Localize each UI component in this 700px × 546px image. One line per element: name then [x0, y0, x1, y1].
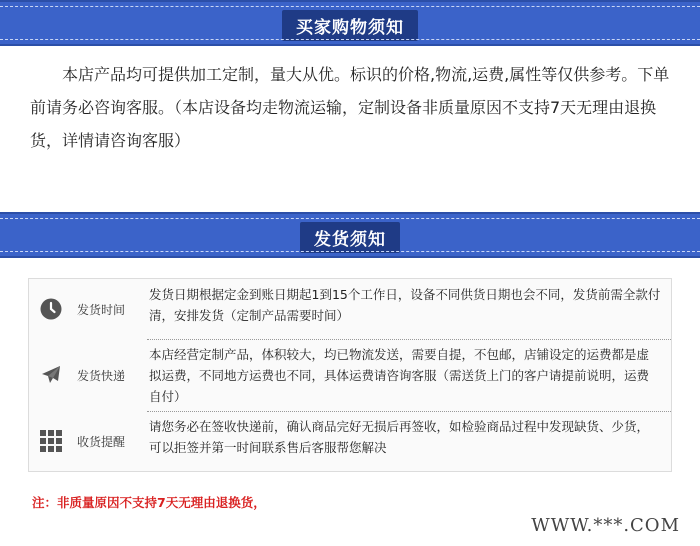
section-title: 发货须知: [300, 222, 400, 253]
shipping-row-express: [29, 339, 671, 411]
section-title: 买家购物须知: [282, 10, 418, 41]
row-text: 发货日期根据定金到账日期起1到15个工作日，设备不同供货日期也会不同，发货前需全款付清，安排发货（定制产品需要时间）: [149, 287, 661, 323]
banner-shipping-notice: [0, 212, 700, 258]
buyer-notice-text: 本店产品均可提供加工定制，量大从优。标识的价格,物流,运费,属性等仅供参考。下单前请务必咨询客服。（本店设备均走物流运输，定制设备非质量原因不支持7天无理由退换货，详情请咨询客服）: [30, 65, 670, 150]
shipping-row-receipt: [29, 411, 671, 471]
return-policy-note: 注：非质量原因不支持7天无理由退换货，: [32, 495, 266, 510]
banner-buyer-notice: [0, 0, 700, 46]
row-label: 收货提醒: [77, 435, 126, 449]
brand-watermark: WWW.***.COM: [531, 515, 680, 536]
row-text: 请您务必在签收快递前，确认商品完好无损后再签收，如检验商品过程中发现缺货、少货，可以拒签并第一时间联系售后客服帮您解决: [149, 419, 650, 455]
row-label: 发货快递: [77, 369, 126, 383]
row-text: 本店经营定制产品，体积较大，均已物流发送，需要自提，不包邮，店铺设定的运费都是虚拟运费，不同地方运费也不同，具体运费请咨询客服（需送货上门的客户请提前说明，运费自付）: [149, 347, 650, 404]
grid-icon: [39, 429, 63, 453]
airplane-icon: [39, 363, 63, 387]
shipping-info-card: [28, 278, 672, 472]
shipping-row-time: [29, 279, 671, 339]
clock-icon: [39, 297, 63, 321]
row-label: 发货时间: [77, 303, 126, 317]
